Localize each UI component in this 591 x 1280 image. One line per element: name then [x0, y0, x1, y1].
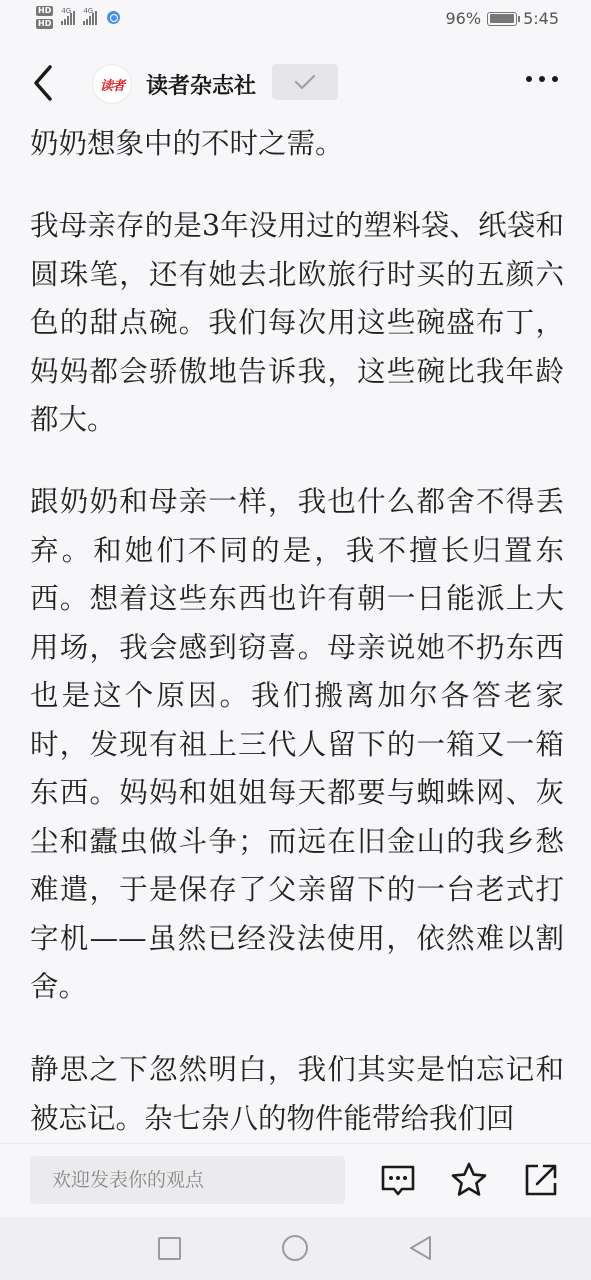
more-dots-icon — [526, 76, 532, 82]
nav-back-button[interactable] — [405, 1233, 435, 1263]
status-indicators — [36, 6, 120, 29]
publisher-logo[interactable]: 读者 — [92, 64, 132, 104]
hd-badge-1: HD — [38, 6, 52, 15]
signal-icon-1: 4G — [61, 11, 75, 25]
app-header — [0, 40, 591, 126]
back-arrow-icon — [28, 63, 62, 103]
system-nav-bar — [0, 1217, 591, 1280]
favorite-button[interactable] — [449, 1160, 489, 1200]
status-bar — [0, 0, 591, 40]
circle-icon — [280, 1233, 310, 1263]
square-icon — [154, 1233, 184, 1263]
article-paragraph: 跟奶奶和母亲一样，我也什么都舍不得丢弃。和她们不同的是，我不擅长归置东西。想着这些东西也许有朝一日能派上大用场，我会感到窃喜。母亲说她不扔东西也是这个原因。我们搬离加尔各答老家时，发现有祖上三代人留下的一箱又一箱东西。妈妈和姐姐每天都要与蜘蛛网、灰尘和蠹虫做斗争；而远在旧金山的我乡愁难遣，于是保存了父亲留下的一台老式打字机——虽然已经没法使用，依然难以割舍。 — [30, 485, 564, 1003]
publisher-name[interactable]: 读者杂志社 — [146, 74, 257, 99]
comment-bar — [0, 1143, 591, 1217]
star-icon — [449, 1160, 489, 1200]
share-icon — [521, 1160, 561, 1200]
article-paragraph: 奶奶想象中的不时之需。 — [30, 127, 344, 160]
checkmark-icon — [294, 74, 316, 90]
comment-button[interactable] — [378, 1160, 418, 1200]
comment-input[interactable]: 欢迎发表你的观点 — [30, 1156, 345, 1204]
signal-icon-2: 4G — [83, 11, 97, 25]
followed-button[interactable] — [272, 64, 338, 100]
share-button[interactable] — [521, 1160, 561, 1200]
article-body — [30, 126, 564, 1143]
clock: 5:45 — [523, 9, 559, 28]
hd-badge-2: HD — [38, 19, 52, 28]
more-options-button[interactable] — [526, 76, 558, 82]
triangle-back-icon — [405, 1233, 435, 1263]
article-paragraph: 我母亲存的是3年没用过的塑料袋、纸袋和圆珠笔，还有她去北欧旅行时买的五颜六色的甜点碗。我们每次用这些碗盛布丁，妈妈都会骄傲地告诉我，这些碗比我年龄都大。 — [30, 209, 564, 436]
browser-icon — [107, 11, 120, 24]
home-button[interactable] — [280, 1233, 310, 1263]
article-paragraph: 静思之下忽然明白，我们其实是怕忘记和被忘记。杂七杂八的物件能带给我们回 — [30, 1053, 564, 1135]
comment-icon — [378, 1160, 418, 1200]
battery-percent: 96% — [445, 9, 482, 28]
back-button[interactable] — [28, 63, 62, 103]
battery-icon — [487, 12, 517, 26]
recent-apps-button[interactable] — [154, 1233, 184, 1263]
